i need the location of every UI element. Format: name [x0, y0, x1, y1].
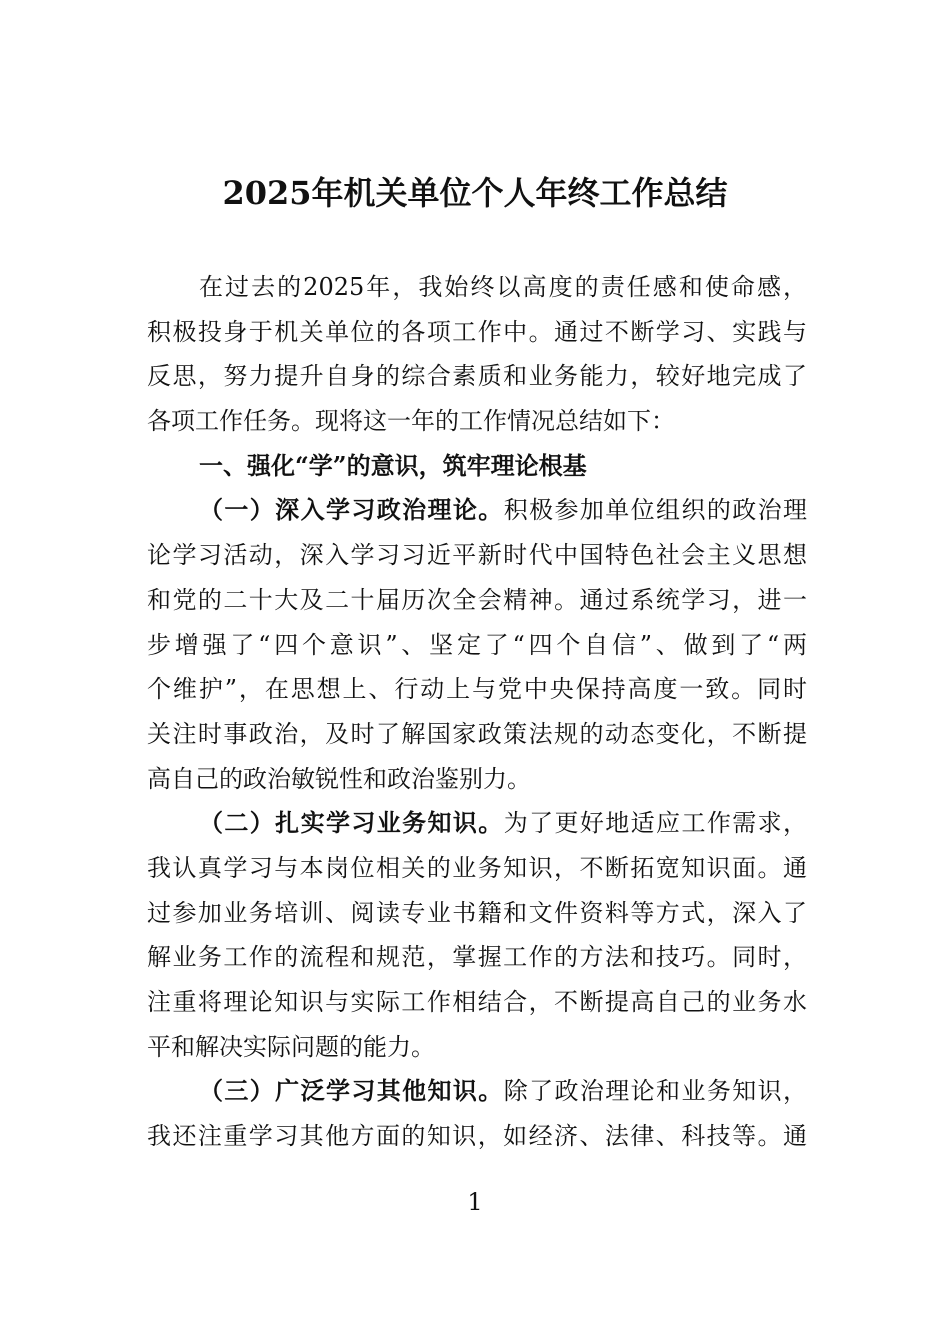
- text-line: 积极投身于机关单位的各项工作中。通过不断学习、实践与: [147, 317, 807, 346]
- subheading: （三）广泛学习其他知识。: [199, 1076, 504, 1106]
- paragraph-1: [147, 488, 807, 801]
- text-line: 我认真学习与本岗位相关的业务知识，不断拓宽知识面。通: [147, 853, 807, 882]
- subheading: （二）扎实学习业务知识。: [199, 808, 504, 838]
- text-line: 我还注重学习其他方面的知识，如经济、法律、科技等。通: [147, 1122, 807, 1151]
- page-number: 1: [467, 1188, 483, 1216]
- text-line: 个维护”，在思想上、行动上与党中央保持高度一致。同时: [147, 675, 807, 704]
- text-line: 和党的二十大及二十届历次全会精神。通过系统学习，进一: [147, 585, 807, 614]
- paragraph-3: [147, 1069, 807, 1158]
- text-line: 在过去的2025年，我始终以高度的责任感和使命感，: [199, 273, 807, 301]
- text-span: 为了更好地适应工作需求，: [503, 809, 808, 838]
- subheading: （一）深入学习政治理论。: [199, 495, 504, 525]
- text-span: 除了政治理论和业务知识，: [503, 1077, 808, 1106]
- text-line: 平和解决实际问题的能力。: [147, 1032, 435, 1061]
- text-line: 注重将理论知识与实际工作相结合，不断提高自己的业务水: [147, 988, 807, 1016]
- text-line: [147, 801, 807, 846]
- text-line: 关注时事政治，及时了解国家政策法规的动态变化，不断提: [147, 719, 807, 748]
- text-span: 积极参加单位组织的政治理: [503, 496, 808, 525]
- section-heading: 一、强化“学”的意识，筑牢理论根基: [199, 450, 587, 480]
- text-line: 步增强了“四个意识”、坚定了“四个自信”、做到了“两: [147, 630, 807, 659]
- text-line: 解业务工作的流程和规范，掌握工作的方法和技巧。同时，: [147, 943, 807, 972]
- text-line: [147, 1069, 807, 1114]
- text-line: 反思，努力提升自身的综合素质和业务能力，较好地完成了: [147, 362, 807, 391]
- intro-paragraph: [147, 265, 807, 444]
- text-line: [147, 488, 807, 533]
- paragraph-2: [147, 801, 807, 1069]
- text-line: 高自己的政治敏锐性和政治鉴别力。: [147, 764, 531, 793]
- text-line: 论学习活动，深入学习习近平新时代中国特色社会主义思想: [147, 541, 807, 570]
- document-body: [147, 265, 807, 1159]
- document-title: 2025年机关单位个人年终工作总结: [222, 174, 728, 212]
- text-line: 各项工作任务。现将这一年的工作情况总结如下：: [147, 407, 675, 436]
- text-line: 过参加业务培训、阅读专业书籍和文件资料等方式，深入了: [147, 898, 807, 927]
